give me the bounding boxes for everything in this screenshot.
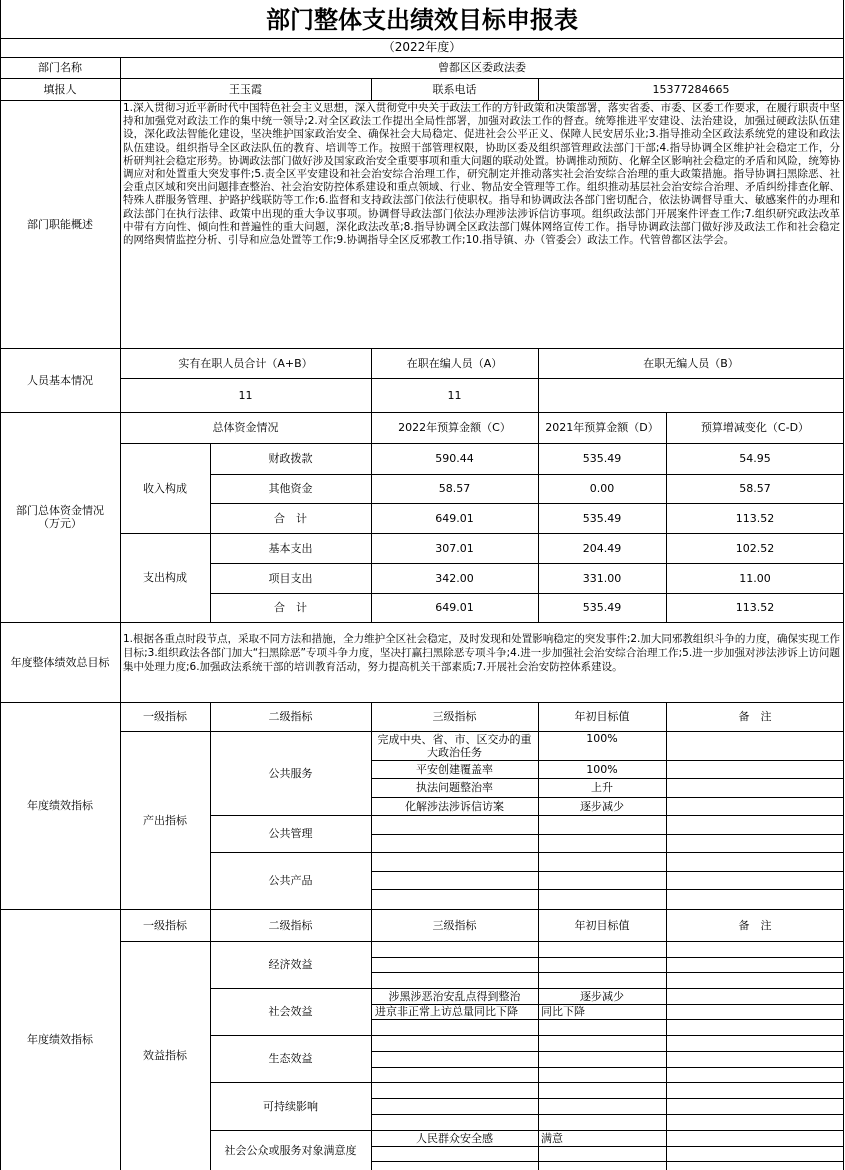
expense-row-d: 331.00 — [582, 571, 622, 585]
output-target: 逐步减少 — [580, 799, 624, 813]
expense-total-c: 649.01 — [435, 601, 474, 614]
form-title: 部门整体支出绩效目标申报表 — [266, 4, 578, 34]
benefit-indicator: 进京非正常上访总量同比下降 — [375, 1005, 518, 1018]
output-target: 上升 — [591, 781, 613, 794]
dept-name-label: 部门名称 — [38, 61, 82, 74]
output-target: 100% — [586, 762, 618, 776]
benefit-indicator: 涉黑涉恶治安乱点得到整治 — [388, 990, 521, 1003]
duty-text: 1.深入贯彻习近平新时代中国特色社会主义思想，深入贯彻党中央关于政法工作的方针政策和决策部署，落实省委、市委、区委工作要求，在履行职责中坚持和加强党对政法工作的集中统一领导;2.对全区政法工作提出全局性部署，加强对政法工作的督查。统筹推进平安建设、法治建设，加强过硬政法队伍建设，深化政法智能化建设，坚决维护国家政治安全、确保社会大局稳定、促进社会公平正义、保障人民安居乐业;3.指导推动全区政法系统党的建设和政法队伍建设。组织指导全区政法队伍的教育、培训等工作。按照干部管理权限，协助区委及组织部管理政法部门干部;4.指导协调全区维护社会稳定工作，分析研判社会稳定形势。协调政法部门做好涉及国家政治安全重要事项和重大问题的联动处置。协调推动预防、化解全区影响社会稳定的矛盾和风险，统筹协调应对和处置重大突发事件;5.责全区平安建设和社会治安综合治理工作，研究制定并推动落实社会治安综合治理的重大政策措施。指导协调扫黑除恶、社会重点区域和突出问题排查整治、社会治安防控体系建设和重点领域、行业、物品安全管理等工作。组织推动基层社会治安综合治理、矛盾纠纷排查化解、特殊人群服务管理、护路护线联防等工作;6.监督和支持政法部门依法行使职权。指导和协调政法各部门密切配合，依法协调督导重大、敏感案件的办理和政法部门在执行法律、政策中出现的重大争议事项。协调督导政法部门依法办理涉法涉诉信访事项。组织政法部门开展案件评查工作;7.组织研究政法改革中带有方向性、倾向性和普遍性的重大问题，深化政法改革;8.指导协调全区政法部门媒体网络宣传工作。指导协调政法部门做好涉及政法工作和社会稳定的网络舆情监控分析、引导和应急处置等工作;9.协调指导全区反邪教工作;10.指导镇、办（管委会）政法工作。代管曾都区法学会。 — [123, 102, 840, 247]
benefit-target: 同比下降 — [541, 1005, 585, 1018]
indicator-header-level2: 二级指标 — [268, 918, 313, 932]
annual-goal-text: 1.根据各重点时段节点，采取不同方法和措施，全力维护全区社会稳定，及时发现和处置影响稳定的突发事件;2.加大同邪教组织斗争的力度，确保实现工作目标;3.组织政法各部门加大“扫黑除恶”专项斗争力度，坚决打赢扫黑除恶专项斗争;4.进一步加强社会治安综合治理工作;5.进一步加强对涉法涉诉上访问题集中处理力度;6.加强政法系统干部的培训教育活动，努力提高机关干部素质;7.开展社会治安防控体系建设。 — [123, 633, 840, 673]
income-row-d: 0.00 — [589, 482, 615, 495]
benefit-group-sustainable: 可持续影响 — [263, 1099, 318, 1113]
output-group-public-service: 公共服务 — [268, 766, 313, 780]
output-indicator: 执法问题整治率 — [416, 781, 493, 794]
benefit-level1: 效益指标 — [143, 1049, 187, 1062]
dept-name-value: 曾都区区委政法委 — [438, 61, 526, 74]
expense-total-name: 合 计 — [274, 601, 307, 614]
income-total-c: 649.01 — [435, 511, 474, 525]
benefit-target: 逐步减少 — [580, 990, 624, 1003]
staff-value-total: 11 — [238, 388, 253, 402]
indicator-header-target: 年初目标值 — [574, 918, 630, 932]
expense-row-c: 342.00 — [435, 571, 474, 585]
expense-row-c: 307.01 — [435, 541, 474, 555]
output-section-label: 年度绩效指标 — [27, 799, 93, 812]
funds-header-2022: 2022年预算金额（C） — [398, 421, 511, 434]
indicator-header-level3: 三级指标 — [432, 918, 477, 932]
staff-value-onbudget: 11 — [447, 388, 462, 402]
year-note: （2022年度） — [382, 40, 462, 54]
staff-header-total: 实有在职人员合计（A+B） — [178, 356, 313, 370]
expense-row-d: 204.49 — [582, 541, 622, 555]
output-indicator: 完成中央、省、市、区交办的重大政治任务 — [377, 732, 532, 759]
output-target: 100% — [586, 732, 618, 745]
indicator-header-level1: 一级指标 — [143, 710, 187, 723]
staff-value-offbudget — [538, 378, 844, 412]
filler-name: 王玉霞 — [229, 82, 262, 96]
phone-label: 联系电话 — [432, 82, 477, 96]
benefit-group-ecological: 生态效益 — [268, 1052, 313, 1065]
income-row-diff: 54.95 — [739, 452, 771, 465]
indicator-header-remark: 备 注 — [738, 710, 772, 723]
expense-total-d: 535.49 — [582, 601, 622, 614]
grid-line — [371, 1019, 844, 1020]
funds-label: 部门总体资金情况（万元） — [16, 504, 104, 530]
benefit-group-social: 社会效益 — [268, 1005, 313, 1018]
indicator-header-level3: 三级指标 — [432, 710, 477, 723]
expense-label: 支出构成 — [143, 571, 187, 584]
grid-line — [0, 100, 844, 101]
expense-row-name: 项目支出 — [268, 571, 313, 585]
staff-header-offbudget: 在职无编人员（B） — [643, 356, 739, 370]
income-total-diff: 113.52 — [735, 511, 775, 525]
funds-header-overall: 总体资金情况 — [212, 421, 279, 434]
filler-label: 填报人 — [43, 82, 77, 96]
indicator-header-level1: 一级指标 — [143, 918, 187, 932]
grid-line — [371, 1067, 844, 1068]
indicator-header-target: 年初目标值 — [574, 710, 630, 723]
grid-line — [371, 871, 844, 872]
staff-label: 人员基本情况 — [27, 373, 93, 387]
grid-line — [371, 957, 844, 958]
phone-value: 15377284665 — [652, 82, 730, 96]
duty-label: 部门职能概述 — [27, 217, 93, 231]
income-row-c: 58.57 — [438, 482, 471, 495]
staff-header-onbudget: 在职在编人员（A） — [406, 356, 503, 370]
benefit-group-economic: 经济效益 — [268, 958, 313, 971]
grid-line — [371, 1051, 844, 1052]
benefit-group-satisfaction: 社会公众或服务对象满意度 — [224, 1143, 357, 1157]
income-total-name: 合 计 — [274, 511, 307, 525]
indicator-header-remark: 备 注 — [738, 918, 772, 932]
output-indicator: 化解涉法涉诉信访案 — [405, 799, 504, 813]
grid-line — [371, 1114, 844, 1115]
grid-line — [371, 1146, 844, 1147]
income-total-d: 535.49 — [582, 511, 622, 525]
income-row-d: 535.49 — [582, 452, 622, 465]
benefit-indicator: 人民群众安全感 — [416, 1131, 493, 1145]
income-row-name: 其他资金 — [268, 482, 313, 495]
annual-goal-label: 年度整体绩效总目标 — [10, 655, 110, 669]
income-row-name: 财政拨款 — [268, 452, 313, 465]
expense-total-diff: 113.52 — [735, 601, 775, 614]
income-label: 收入构成 — [143, 481, 187, 495]
output-indicator: 平安创建覆盖率 — [416, 762, 493, 776]
expense-row-diff: 11.00 — [739, 571, 771, 585]
output-group-public-management: 公共管理 — [268, 827, 313, 840]
grid-line — [371, 889, 844, 890]
expense-row-name: 基本支出 — [268, 541, 313, 555]
grid-line — [371, 972, 844, 973]
income-row-diff: 58.57 — [739, 482, 771, 495]
output-level1: 产出指标 — [143, 813, 187, 827]
expense-row-diff: 102.52 — [735, 541, 775, 555]
benefit-target: 满意 — [541, 1131, 563, 1145]
income-row-c: 590.44 — [435, 452, 474, 465]
grid-line — [371, 1098, 844, 1099]
grid-line — [371, 834, 844, 835]
grid-line — [371, 1161, 844, 1162]
benefit-section-label: 年度绩效指标 — [27, 1033, 93, 1046]
funds-header-change: 预算增减变化（C-D） — [700, 421, 810, 434]
grid-line — [0, 622, 844, 623]
indicator-header-level2: 二级指标 — [268, 710, 313, 723]
output-group-public-product: 公共产品 — [268, 874, 313, 887]
funds-header-2021: 2021年预算金额（D） — [545, 421, 659, 434]
